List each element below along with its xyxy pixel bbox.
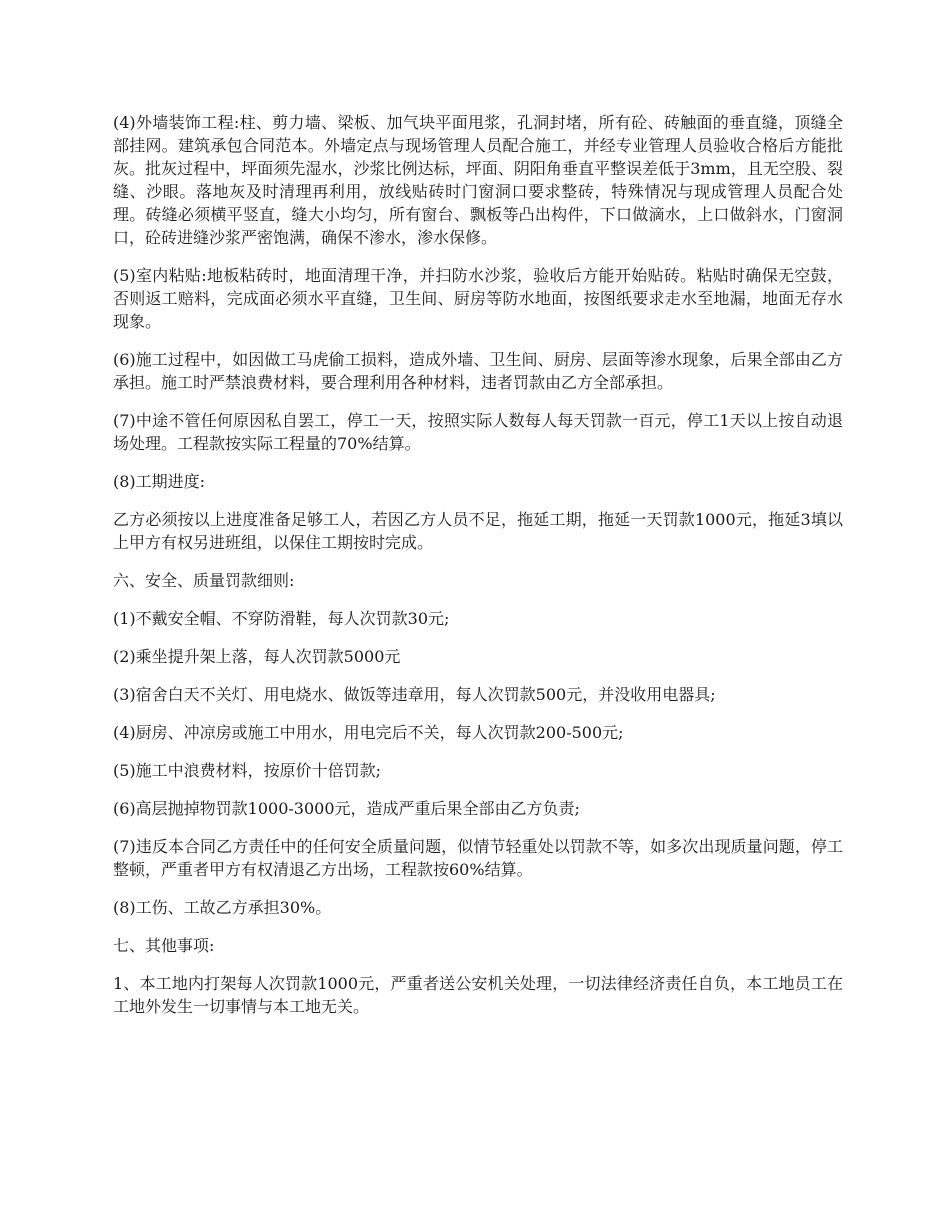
paragraph-construction-process: (6)施工过程中，如因做工马虎偷工损料，造成外墙、卫生间、厨房、层面等渗水现象，后果全部由乙方承担。施工时严禁浪费材料，要合理利用各种材料，违者罚款由乙方全部承担。 bbox=[113, 350, 843, 392]
paragraph-schedule-heading: (8)工期进度: bbox=[113, 472, 206, 491]
list-item-dormitory-penalty: (3)宿舍白天不关灯、用电烧水、做饭等违章用，每人次罚款500元，并没收用电器具; bbox=[113, 685, 716, 704]
section-heading-other-matters: 七、其他事项: bbox=[113, 936, 215, 955]
document-page bbox=[113, 111, 843, 1033]
list-item-fighting-penalty: 1、本工地内打架每人次罚款1000元，严重者送公安机关处理，一切法律经济责任自负，本工地员工在工地外发生一切事情与本工地无关。 bbox=[113, 974, 843, 1016]
list-item-material-waste-penalty: (5)施工中浪费材料，按原价十倍罚款; bbox=[113, 761, 382, 780]
paragraph-schedule-detail: 乙方必须按以上进度准备足够工人，若因乙方人员不足，拖延工期，拖延一天罚款1000元，拖延3填以上甲方有权另进班组，以保住工期按时完成。 bbox=[113, 510, 843, 552]
list-item-helmet-penalty: (1)不戴安全帽、不穿防滑鞋，每人次罚款30元; bbox=[113, 609, 450, 628]
list-item-water-power-penalty: (4)厨房、冲凉房或施工中用水，用电完后不关，每人次罚款200-500元; bbox=[113, 723, 624, 742]
list-item-hoist-penalty: (2)乘坐提升架上落，每人次罚款5000元 bbox=[113, 647, 401, 666]
list-item-falling-objects-penalty: (6)高层抛掉物罚款1000-3000元，造成严重后果全部由乙方负责; bbox=[113, 799, 580, 818]
list-item-injury-liability: (8)工伤、工故乙方承担30%。 bbox=[113, 898, 332, 917]
paragraph-indoor-tiling: (5)室内粘贴:地板粘砖时，地面清理干净，并扫防水沙浆，验收后方能开始贴砖。粘贴时确保无空鼓，否则返工赔料，完成面必须水平直缝，卫生间、厨房等防水地面，按图纸要求走水至地漏，地面无存水现象。 bbox=[113, 266, 843, 331]
list-item-quality-violation-penalty: (7)违反本合同乙方责任中的任何安全质量问题，似情节轻重处以罚款不等，如多次出现质量问题，停工整顿，严重者甲方有权清退乙方出场，工程款按60%结算。 bbox=[113, 837, 843, 879]
section-heading-safety-penalties: 六、安全、质量罚款细则: bbox=[113, 571, 295, 590]
paragraph-strike-penalty: (7)中途不管任何原因私自罢工，停工一天，按照实际人数每人每天罚款一百元，停工1天以上按自动退场处理。工程款按实际工程量的70%结算。 bbox=[113, 411, 843, 453]
paragraph-exterior-wall-decoration: (4)外墙装饰工程:柱、剪力墙、梁板、加气块平面甩浆，孔洞封堵，所有砼、砖触面的垂直缝，顶缝全部挂网。建筑承包合同范本。外墙定点与现场管理人员配合施工，并经专业管理人员验收合格后方能批灰。批灰过程中，坪面须先湿水，沙浆比例达标，坪面、阴阳角垂直平整误差低于3mm，且无空股、裂缝、沙眼。落地灰及时清理再利用，放线贴砖时门窗洞口要求整砖，特殊情况与现成管理人员配合处理。砖缝必须横平竖直，缝大小均匀，所有窗台、飘板等凸出构件，下口做滴水，上口做斜水，门窗洞口，砼砖进缝沙浆严密饱满，确保不渗水，渗水保修。 bbox=[113, 113, 843, 247]
